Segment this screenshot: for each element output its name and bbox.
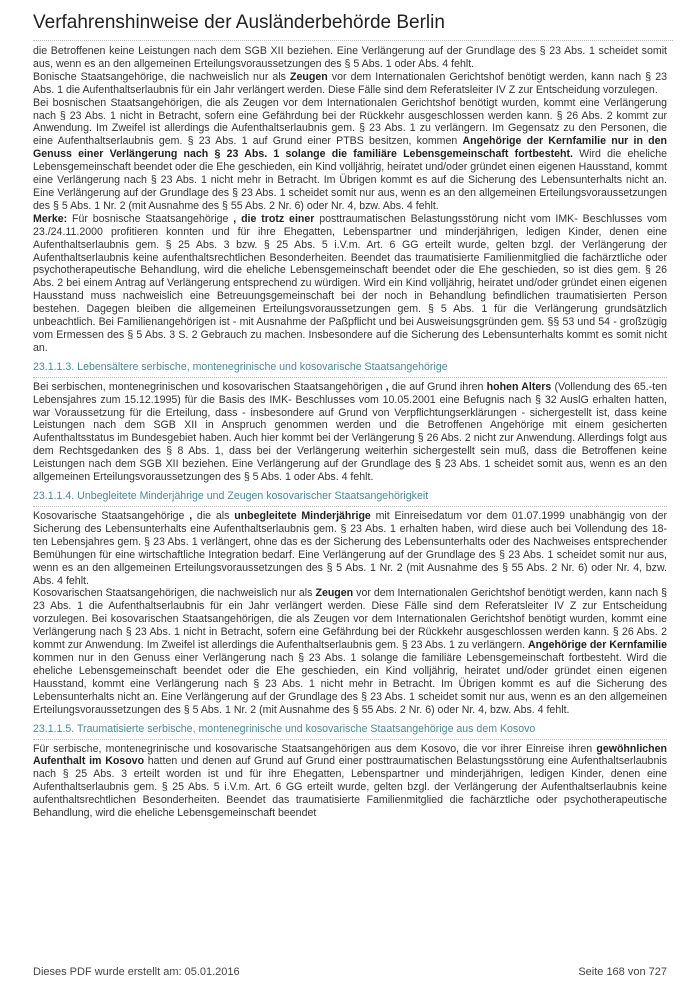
text-run: Für bosnische Staatsangehörige <box>67 212 234 225</box>
page-title: Verfahrenshinweise der Ausländerbehörde Berlin <box>33 12 673 41</box>
bold-text: Zeugen <box>290 70 328 83</box>
paragraph <box>33 213 667 355</box>
section-heading: 23.1.1.4. Unbegleitete Minderjährige und Zeugen kosovarischer Staatsangehörigkeit <box>33 490 667 507</box>
bold-text: , <box>385 380 389 393</box>
text-run: Bei serbischen, montenegrinischen und kosovarischen Staatsangehörigen <box>33 380 386 393</box>
text-run: die auf Grund ihren <box>388 380 487 393</box>
text-run: hatten und denen auf Grund auf Grund einer posttraumatischen Belastungsstörung eine Aufenthaltserlaubnis nach § 25 Abs. 3 erteilt worden ist und für ihre Ehegatten, Lebenspartner und minderjährigen, ledigen Kinder, denen eine Aufenthaltserlaubnis gem. § 25 Abs. 5 i.V.m. Art. 6 GG erteilt wurde, gelten bzgl. der Verlängerung der Aufenthaltserlaubnis keine aufenthaltsrechtlichen Besonderheiten. Beendet das traumatisierte Familienmitglied die fachärztliche oder psychotherapeutische Behandlung, wird die eheliche Lebensgemeinschaft beendet <box>33 755 667 820</box>
text-run: vor dem Internationalen Gerichtshof benötigt werden, kann nach § 23 Abs. 1 die Aufenthaltserlaubnis für ein Jahr verlängert werden. Diese Fälle sind dem Referatsleiter IV Z zur Entscheidung vorzulegen. Bei kosovarischen Staatsangehörigen, die als Zeugen vor dem Internationalen Gerichtshof benötigt wurden, kommt eine Verlängerung nach § 23 Abs. 1 nicht in Betracht, sofern eine Gefährdung bei der Rückkehr ausgeschlossen werden kann. § 26 Abs. 2 kommt zur Anwendung. Im Zweifel ist allerdings die Aufenthaltserlaubnis gem. § 23 Abs. 1 zu verlängern. <box>33 587 667 652</box>
bold-text: unbegleitete Minderjährige <box>234 510 371 522</box>
bold-text: Merke: <box>33 212 68 225</box>
text-run: mit Einreisedatum vor dem 01.07.1999 unabhängig von der Sicherung des Lebensunterhalts eine Aufenthaltserlaubnis gem. § 23 Abs. 1 erhalten haben, wird diese auch bei Vollendung des 18-ten Lebensjahres gem. § 23 Abs. 1 verlängert, ohne das es der Sicherung des Lebensunterhalts oder des Nachweises entsprechender Bemühungen für eine wirtschaftliche Integration bedarf. Eine Verlängerung auf der Grundlage des § 23 Abs. 1 scheidet somit nur aus, wenn es an den allgemeinen Erteilungsvoraussetzungen des § 5 Abs. 1 Nr. 2 (mit Ausnahme des § 55 Abs. 2 Nr. 6) oder Nr. 4, bzw. Abs. 4 fehlt. <box>33 510 668 587</box>
paragraph <box>33 97 667 213</box>
bold-text: hohen Alters <box>486 380 552 393</box>
paragraph <box>33 45 667 71</box>
paragraph <box>33 381 667 484</box>
text-run: Bei bosnischen Staatsangehörigen, die als Zeugen vor dem Internationalen Gerichtshof benötigt wurden, kommt eine Verlängerung nach § 23 Abs. 1 nicht in Betracht, sofern eine Gefährdung bei der Rückkehr ausgeschlossen werden kann. § 26 Abs. 2 kommt zur Anwendung. Im Zweifel ist allerdings die Aufenthaltserlaubnis gem. § 23 Abs. 1 zu verlängern. Im Gegensatz zu den Personen, die eine Aufenthaltserlaubnis gem. § 23 Abs. 1 auf Grund einer PTBS besitzen, kommen <box>33 96 667 148</box>
bold-text: Angehörige der Kernfamilie nur in den Genuss einer Verlängerung nach § 23 Abs. 1 solange die familiäre Lebensgemeinschaft fortbesteht. <box>33 135 667 161</box>
text-run: die als <box>192 510 235 522</box>
paragraph <box>33 71 667 97</box>
text-run: posttraumatischen Belastungsstörung nicht vom IMK- Beschlusses vom 23./24.11.2000 profitieren konnten und für ihre Ehegatten, Lebenspartner und minderjährigen, ledigen Kinder, denen eine Aufenthaltserlaubnis gem. § 25 Abs. 3 bzw. § 25 Abs. 5 i.V.m. Art. 6 GG erteilt wurde, gelten bzgl. der Verlängerung der Aufenthaltserlaubnis keine aufenthaltsrechtlichen Besonderheiten. Beendet das traumatisierte Familienmitglied die fachärztliche oder psychotherapeutische Behandlung, wird die eheliche Lebensgemeinschaft beendet oder die Ehe geschieden, so ist dies gem. § 26 Abs. 2 bei einem Antrag auf Verlängerung entsprechend zu würdigen. Wird ein Kind volljährig, heiratet und/oder gründet einen eigenen Hausstand muss nachweislich eine Betreuungsgemeinschaft bei der noch in Behandlung befindlichen traumatisierten Person bestehen. Dagegen bleiben die allgemeinen Erteilungsvoraussetzungen gem. § 5 Abs. 1 für die Verlängerung grundsätzlich unbeachtlich. Bei Familienangehörigen ist - mit Ausnahme der Paßpflicht und bei Ausweisungsgründen gem. §§ 53 und 54 - großzügig vom Ermessen des § 5 Abs. 3 S. 2 Gebrauch zu machen. Insbesondere auf die Sicherung des Lebensunterhalts kommt es somit nicht an. <box>33 212 667 354</box>
section-heading: 23.1.1.3. Lebensältere serbische, montenegrinische und kosovarische Staatsangehörige <box>33 361 667 378</box>
bold-text: , die trotz einer <box>233 212 315 225</box>
text-run: (Vollendung des 65.-ten Lebensjahres zum 15.12.1995) für die Basis des IMK- Beschlusses vom 10.05.2001 eine Befugnis nach § 32 AuslG erhalten hatten, war Voraussetzung für die Erteilung, dass - insbesondere auf Grund von Verpflichtungserklärungen - sichergestellt ist, dass keine Leistungen nach dem SGB XII in Anspruch genommen werden und die Betroffenen Angehörige mit einem gesicherten Aufenthaltsstatus im Bundesgebiet haben. Auch hier kommt bei der Verlängerung § 26 Abs. 2 nicht zur Anwendung. Allerdings folgt aus dem Rechtsgedanken des § 8 Abs. 1, dass bei der Verlängerung weiterhin sichergestellt sein muß, dass die Betroffenen keine Leistungen nach dem SGB XII beziehen. Eine Verlängerung auf der Grundlage des § 23 Abs. 1 scheidet somit aus, wenn es an den allgemeinen Erteilungsvoraussetzungen des § 5 Abs. 1 oder Abs. 4 fehlt. <box>33 380 667 484</box>
bold-text: Angehörige der Kernfamilie <box>528 639 667 652</box>
document-body <box>33 45 667 820</box>
paragraph <box>33 587 667 716</box>
footer-created-date: Dieses PDF wurde erstellt am: 05.01.2016 <box>33 966 240 978</box>
text-run: vor dem Internationalen Gerichtshof benötigt werden, kann nach § 23 Abs. 1 die Aufenthaltserlaubnis für ein Jahr verlängert werden. Diese Fälle sind dem Referatsleiter IV Z zur Entscheidung vorzulegen. <box>33 70 667 96</box>
bold-text: , <box>189 510 193 522</box>
paragraph <box>33 510 667 587</box>
footer-page-number: Seite 168 von 727 <box>578 966 667 978</box>
bold-text: Zeugen <box>315 587 354 600</box>
section-heading: 23.1.1.5. Traumatisierte serbische, montenegrinische und kosovarische Staatsangehörige aus dem Kosovo <box>33 723 667 740</box>
text-run: die Betroffenen keine Leistungen nach dem SGB XII beziehen. Eine Verlängerung auf der Grundlage des § 23 Abs. 1 scheidet somit aus, wenn es an den allgemeinen Erteilungsvoraussetzungen des § 5 Abs. 1 oder Abs. 4 fehlt. <box>33 45 667 70</box>
text-run: Kosovarische Staatsangehörige <box>33 510 190 522</box>
text-run: kommen nur in den Genuss einer Verlängerung nach § 23 Abs. 1 solange die familiäre Lebensgemeinschaft fortbesteht. Wird die eheliche Lebensgemeinschaft beendet oder die Ehe geschieden, ein Kind volljährig, heiratet und/oder gründet einen eigenen Hausstand, kommt eine Verlängerung nach § 23 Abs. 1 nicht mehr in Betracht. Im Übrigen kommt es auf die Sicherung des Lebensunterhalts nicht an. Eine Verlängerung auf der Grundlage des § 23 Abs. 1 scheidet somit nur aus, wenn es an den allgemeinen Erteilungsvoraussetzungen des § 5 Abs. 1 Nr. 2 (mit Ausnahme des § 55 Abs. 2 Nr. 6) oder Nr. 4, bzw. Abs. 4 fehlt. <box>33 651 667 716</box>
paragraph <box>33 743 667 820</box>
text-run: Kosovarischen Staatsangehörigen, die nachweislich nur als <box>33 587 316 600</box>
text-run: Für serbische, montenegrinische und kosovarische Staatsangehörigen aus dem Kosovo, die vor ihrer Einreise ihren <box>33 742 597 755</box>
bold-text: gewöhnlichen Aufenthalt im Kosovo <box>33 742 667 768</box>
text-run: Wird die eheliche Lebensgemeinschaft beendet oder die Ehe geschieden, ein Kind volljährig, heiratet und/oder gründet einen eigenen Hausstand, kommt eine Verlängerung nach § 23 Abs. 1 nicht mehr in Betracht. Im Übrigen kommt es auf die Sicherung des Lebensunterhalts nicht an. Eine Verlängerung auf der Grundlage des § 23 Abs. 1 scheidet somit nur aus, wenn es an den allgemeinen Erteilungsvoraussetzungen des § 5 Abs. 1 Nr. 2 (mit Ausnahme des § 55 Abs. 2 Nr. 6) oder Nr. 4, bzw. Abs. 4 fehlt. <box>33 148 667 212</box>
text-run: Bonische Staatsangehörige, die nachweislich nur als <box>33 70 291 83</box>
